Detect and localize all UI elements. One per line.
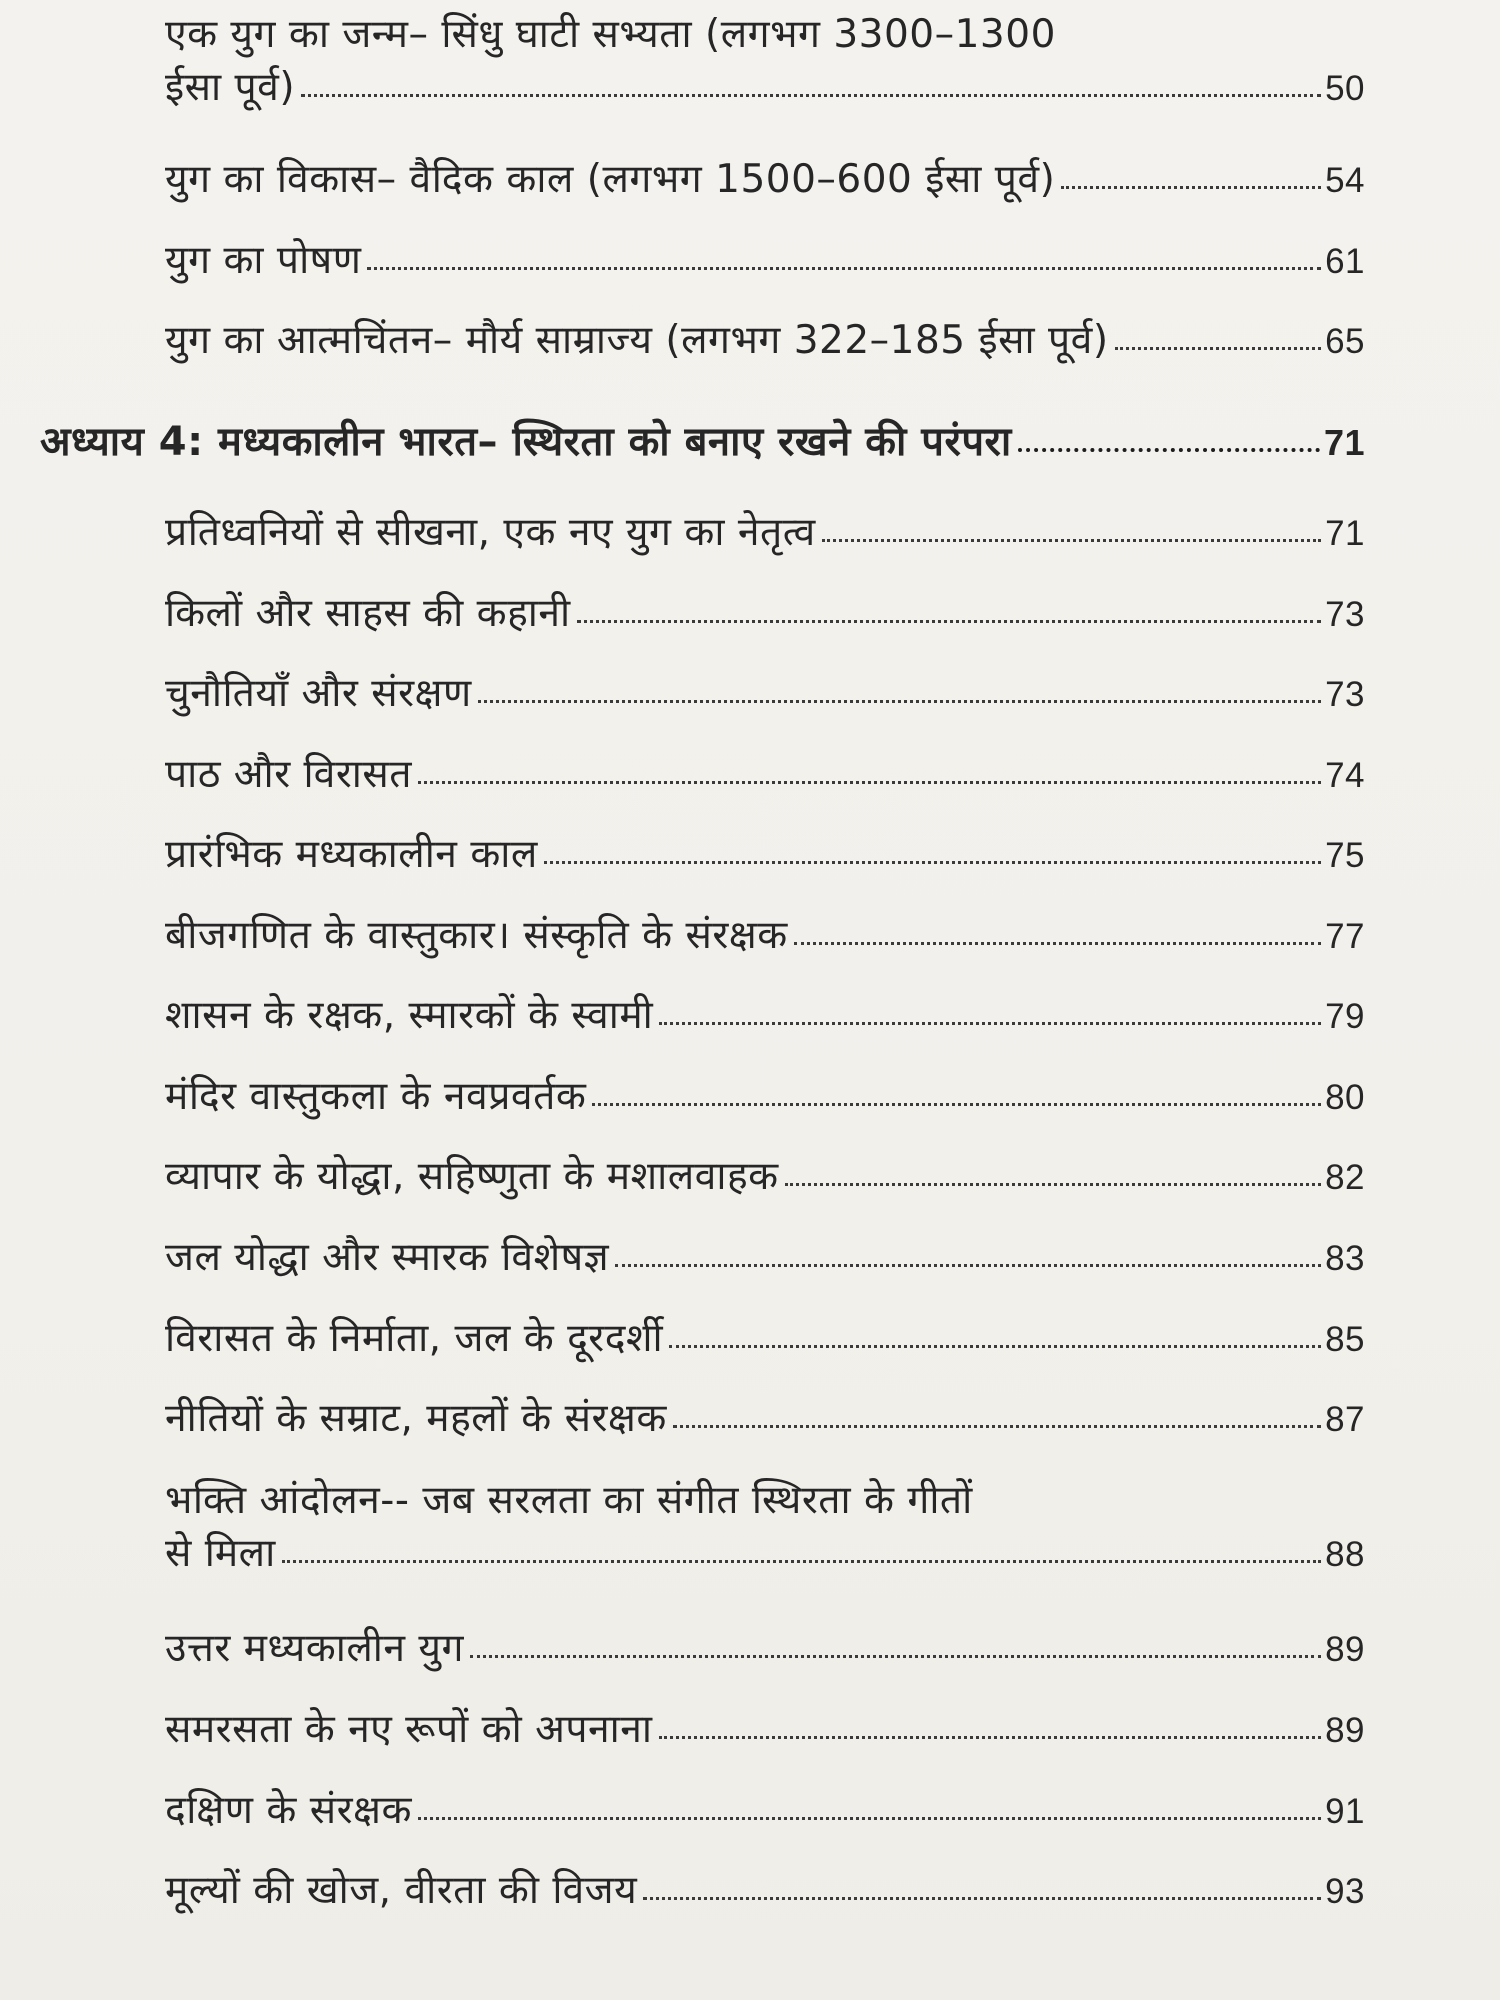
toc-entry-title-line1: भक्ति आंदोलन-- जब सरलता का संगीत स्थिरता के गीतों	[165, 1478, 973, 1523]
toc-page-number: 61	[1325, 242, 1365, 281]
toc-entry	[165, 234, 1365, 288]
dot-leader	[470, 1654, 1321, 1658]
toc-entry	[165, 828, 1365, 882]
toc-entry-title: चुनौतियाँ और संरक्षण	[165, 671, 472, 716]
toc-entry-title: प्रतिध्वनियों से सीखना, एक नए युग का नेतृत्व	[165, 510, 816, 555]
toc-page-number: 54	[1325, 161, 1365, 200]
dot-leader	[544, 860, 1321, 864]
toc-entry	[165, 1703, 1365, 1757]
toc-chapter-title: अध्याय 4: मध्यकालीन भारत– स्थिरता को बनाए रखने की परंपरा	[40, 419, 1012, 465]
toc-entry	[165, 153, 1365, 207]
dot-leader	[478, 699, 1321, 703]
toc-page-number: 79	[1325, 997, 1365, 1036]
toc-entry-title: विरासत के निर्माता, जल के दूरदर्शी	[165, 1316, 664, 1361]
toc-entry-title: बीजगणित के वास्तुकार। संस्कृति के संरक्षक	[165, 913, 788, 958]
toc-entry-title: युग का विकास– वैदिक काल (लगभग 1500–600 ईसा पूर्व)	[165, 157, 1056, 202]
toc-page-number: 93	[1325, 1872, 1365, 1911]
dot-leader	[418, 780, 1321, 784]
toc-page-number: 80	[1325, 1078, 1365, 1117]
dot-leader	[669, 1344, 1321, 1348]
toc-entry	[165, 1070, 1365, 1124]
toc-page-number: 73	[1325, 595, 1365, 634]
toc-page-number: 74	[1325, 756, 1365, 795]
toc-entry	[165, 1150, 1365, 1204]
toc-page-number: 87	[1325, 1400, 1365, 1439]
toc-entry	[165, 8, 1365, 115]
toc-page-number: 89	[1325, 1630, 1365, 1669]
toc-page-number: 50	[1325, 69, 1365, 108]
toc-entry	[165, 1622, 1365, 1676]
toc-entry-title: युग का पोषण	[165, 238, 362, 283]
toc-entry	[165, 314, 1365, 368]
toc-entry	[165, 1392, 1365, 1446]
toc-entry-title: नीतियों के सम्राट, महलों के संरक्षक	[165, 1396, 667, 1441]
toc-entry	[165, 1784, 1365, 1838]
dot-leader	[1115, 346, 1321, 350]
toc-page-number: 83	[1325, 1239, 1365, 1278]
dot-leader	[1061, 185, 1321, 189]
dot-leader	[592, 1102, 1321, 1106]
dot-leader	[659, 1021, 1321, 1025]
toc-entry-title: प्रारंभिक मध्यकालीन काल	[165, 832, 538, 877]
toc-page-number: 91	[1325, 1792, 1365, 1831]
toc-entry	[165, 587, 1365, 641]
toc-entry-title: पाठ और विरासत	[165, 752, 412, 797]
dot-leader	[659, 1735, 1322, 1739]
dot-leader	[615, 1263, 1321, 1267]
toc-entry	[165, 909, 1365, 963]
toc-page-number: 82	[1325, 1158, 1365, 1197]
toc-page-number: 71	[1323, 422, 1365, 463]
toc-page-number: 73	[1325, 675, 1365, 714]
toc-entry-title: से मिला	[165, 1531, 276, 1576]
toc-entry-title: शासन के रक्षक, स्मारकों के स्वामी	[165, 993, 654, 1038]
dot-leader	[1018, 447, 1320, 452]
toc-entry-title: मूल्यों की खोज, वीरता की विजय	[165, 1868, 638, 1913]
toc-page-number: 88	[1325, 1535, 1365, 1574]
toc-entry	[165, 748, 1365, 802]
dot-leader	[282, 1559, 1321, 1563]
dot-leader	[673, 1424, 1321, 1428]
dot-leader	[822, 538, 1321, 542]
toc-page-number: 65	[1325, 322, 1365, 361]
toc-chapter-heading	[40, 416, 1365, 469]
toc-entry-title: किलों और साहस की कहानी	[165, 591, 571, 636]
dot-leader	[301, 93, 1321, 97]
toc-entry	[165, 1864, 1365, 1918]
dot-leader	[794, 941, 1321, 945]
dot-leader	[785, 1182, 1321, 1186]
toc-entry	[165, 667, 1365, 721]
toc-entry-title: युग का आत्मचिंतन– मौर्य साम्राज्य (लगभग 322–185 ईसा पूर्व)	[165, 318, 1109, 363]
toc-entry	[165, 1474, 1365, 1581]
toc-entry	[165, 506, 1365, 560]
toc-entry	[165, 989, 1365, 1043]
toc-entry	[165, 1312, 1365, 1366]
toc-entry	[165, 1231, 1365, 1285]
toc-entry-title: उत्तर मध्यकालीन युग	[165, 1626, 464, 1671]
dot-leader	[643, 1896, 1321, 1900]
toc-entry-title: मंदिर वास्तुकला के नवप्रवर्तक	[165, 1074, 587, 1119]
toc-entry-title: जल योद्धा और स्मारक विशेषज्ञ	[165, 1235, 610, 1280]
toc-entry-title: ईसा पूर्व)	[165, 65, 296, 110]
toc-entry-title: दक्षिण के संरक्षक	[165, 1788, 412, 1833]
toc-page-number: 77	[1325, 917, 1365, 956]
toc-page-number: 85	[1325, 1320, 1365, 1359]
dot-leader	[577, 619, 1321, 623]
dot-leader	[418, 1816, 1321, 1820]
toc-entry-title: समरसता के नए रूपों को अपनाना	[165, 1707, 653, 1752]
toc-page-number: 89	[1325, 1711, 1365, 1750]
toc-page-number: 71	[1325, 514, 1365, 553]
dot-leader	[367, 266, 1321, 270]
toc-entry-title: व्यापार के योद्धा, सहिष्णुता के मशालवाहक	[165, 1154, 779, 1199]
toc-entry-title-line1: एक युग का जन्म– सिंधु घाटी सभ्यता (लगभग 3300–1300	[165, 12, 1056, 57]
toc-page-number: 75	[1325, 836, 1365, 875]
